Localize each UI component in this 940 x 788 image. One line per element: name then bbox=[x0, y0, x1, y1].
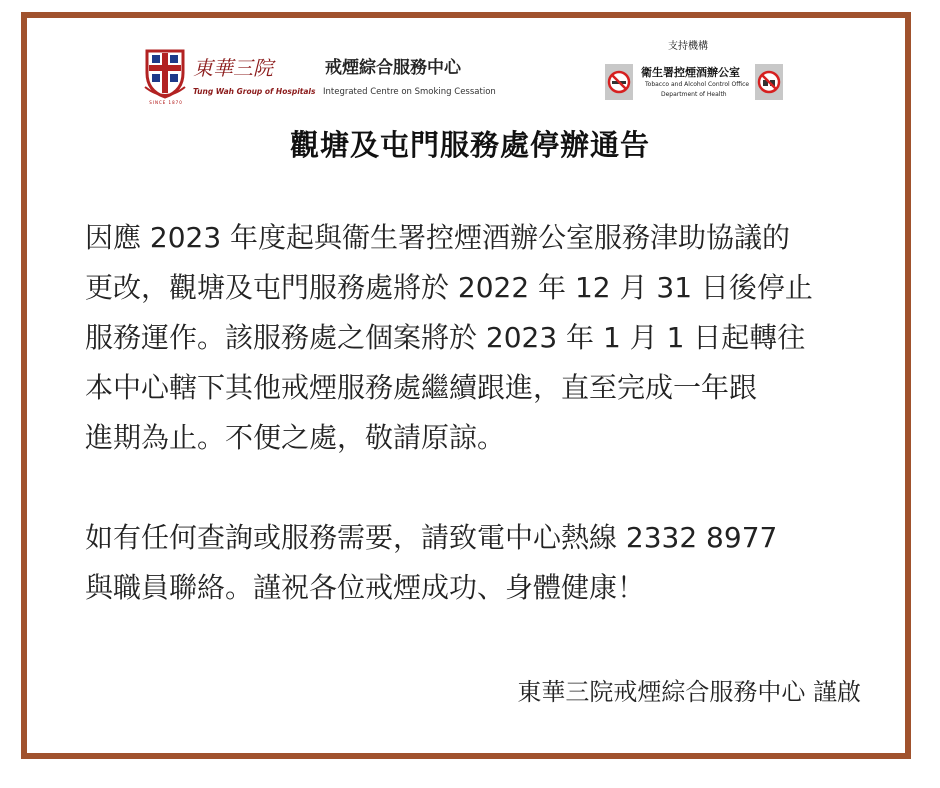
tobacco-control-office-logo bbox=[605, 64, 783, 104]
notice-title: 觀塘及屯門服務處停辦通告 bbox=[289, 128, 650, 162]
org-name-chinese: 東華三院 bbox=[193, 56, 273, 80]
org-name-english: Tung Wah Group of Hospitals bbox=[193, 87, 316, 96]
paragraph-line: 與職員聯絡。謹祝各位戒煙成功、身體健康！ bbox=[85, 571, 646, 604]
signature: 東華三院戒煙綜合服務中心 謹啟 bbox=[517, 678, 861, 706]
paragraph-line: 更改，觀塘及屯門服務處將於 2022 年 12 月 31 日後停止 bbox=[85, 271, 813, 304]
centre-name-english: Integrated Centre on Smoking Cessation bbox=[323, 87, 496, 97]
crest-motto: SINCE 1870 bbox=[149, 100, 183, 105]
paragraph-line: 因應 2023 年度起與衞生署控煙酒辦公室服務津助協議的 bbox=[85, 221, 791, 254]
paragraph-gap bbox=[85, 463, 875, 513]
paragraph-line: 本中心轄下其他戒煙服務處繼續跟進，直至完成一年跟 bbox=[85, 371, 758, 404]
twgh-crest-icon bbox=[143, 47, 187, 99]
no-smoking-icon bbox=[755, 64, 783, 100]
paragraph-line: 進期為止。不便之處，敬請原諒。 bbox=[85, 421, 506, 454]
support-organisation-label: 支持機構 bbox=[668, 41, 708, 52]
tobacco-office-name-english: Tobacco and Alcohol Control Office bbox=[645, 81, 750, 88]
tobacco-office-name-chinese: 衛生署控煙酒辦公室 bbox=[641, 66, 740, 79]
paragraph-line: 服務運作。該服務處之個案將於 2023 年 1 月 1 日起轉往 bbox=[85, 321, 806, 354]
centre-name-chinese: 戒煙綜合服務中心 bbox=[325, 58, 461, 78]
notice-body bbox=[85, 213, 875, 613]
paragraph-line: 如有任何查詢或服務需要，請致電中心熱線 2332 8977 bbox=[85, 521, 778, 554]
no-smoking-icon bbox=[605, 64, 633, 100]
department-of-health-name: Department of Health bbox=[661, 91, 727, 98]
